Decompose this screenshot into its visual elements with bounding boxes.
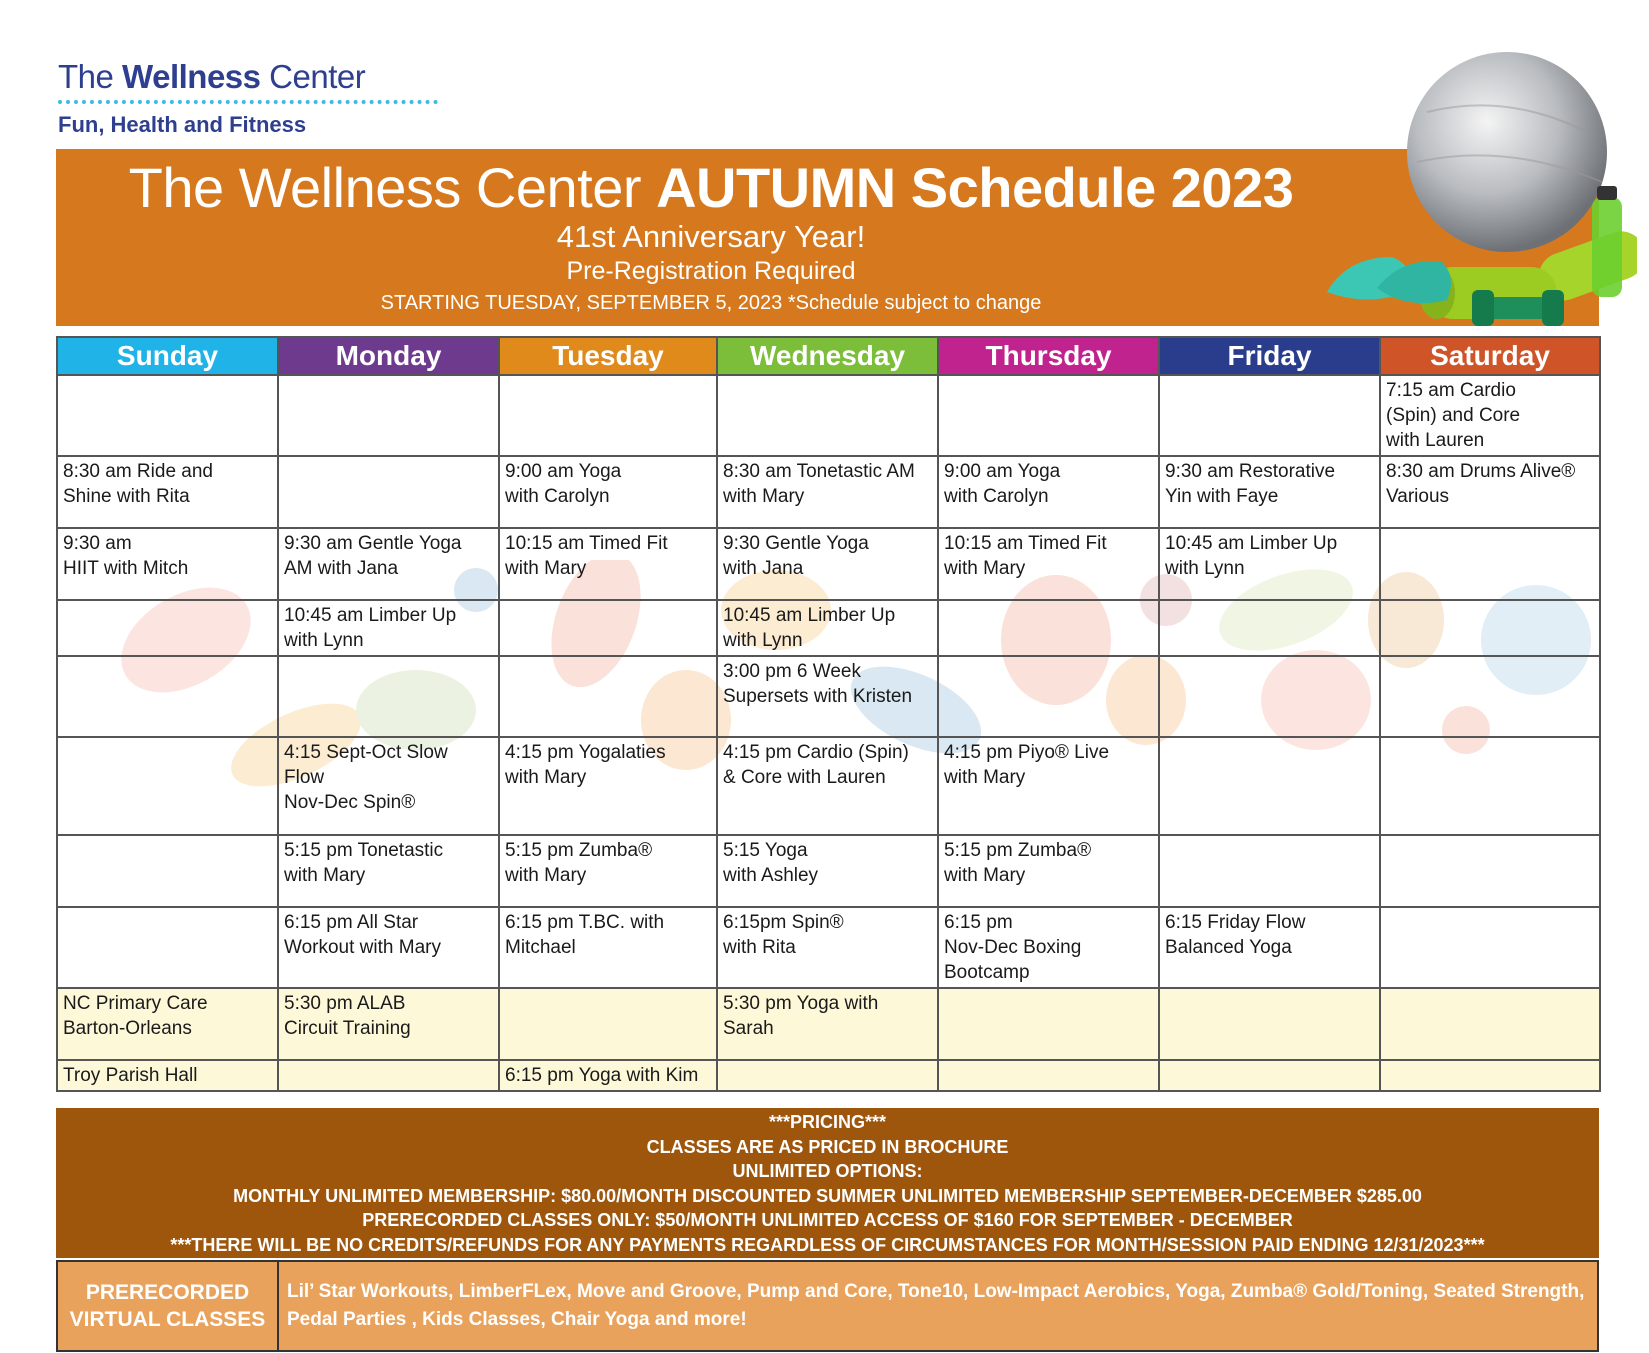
class-cell-sunday xyxy=(57,656,278,737)
schedule-row xyxy=(57,375,1600,456)
banner-title: The Wellness Center AUTUMN Schedule 2023 xyxy=(128,156,1294,219)
day-header-saturday: Saturday xyxy=(1380,337,1600,375)
logo-title: The Wellness Center xyxy=(58,58,366,95)
class-cell-friday: 9:30 am Restorative Yin with Faye xyxy=(1159,456,1380,528)
class-cell-saturday xyxy=(1380,656,1600,737)
pricing-section xyxy=(56,1108,1599,1258)
class-cell-monday xyxy=(278,656,499,737)
class-cell-sunday xyxy=(57,835,278,907)
day-header-thursday: Thursday xyxy=(938,337,1159,375)
schedule-row xyxy=(57,907,1600,988)
class-cell-sunday xyxy=(57,737,278,835)
day-header-wednesday: Wednesday xyxy=(717,337,938,375)
class-cell-thursday: 10:15 am Timed Fit with Mary xyxy=(938,528,1159,600)
class-cell-thursday: 9:00 am Yoga with Carolyn xyxy=(938,456,1159,528)
class-cell-wednesday: 3:00 pm 6 Week Supersets with Kristen xyxy=(717,656,938,737)
class-cell-tuesday: 9:00 am Yoga with Carolyn xyxy=(499,456,717,528)
class-cell-monday: 5:30 pm ALAB Circuit Training xyxy=(278,988,499,1060)
class-cell-friday xyxy=(1159,737,1380,835)
registration-note: Pre-Registration Required xyxy=(566,257,856,285)
day-header-friday: Friday xyxy=(1159,337,1380,375)
class-cell-wednesday xyxy=(717,375,938,456)
anniversary-subtitle: 41st Anniversary Year! xyxy=(556,219,866,254)
class-cell-monday xyxy=(278,375,499,456)
class-cell-tuesday: 5:15 pm Zumba® with Mary xyxy=(499,835,717,907)
virtual-classes-section xyxy=(56,1260,1599,1352)
class-cell-tuesday: 10:15 am Timed Fit with Mary xyxy=(499,528,717,600)
class-cell-wednesday: 5:30 pm Yoga with Sarah xyxy=(717,988,938,1060)
class-cell-thursday xyxy=(938,988,1159,1060)
schedule-row xyxy=(57,528,1600,600)
class-cell-saturday: 8:30 am Drums Alive® Various xyxy=(1380,456,1600,528)
class-cell-monday: 4:15 Sept-Oct Slow Flow Nov-Dec Spin® xyxy=(278,737,499,835)
class-cell-friday xyxy=(1159,988,1380,1060)
schedule-row xyxy=(57,456,1600,528)
class-cell-wednesday: 4:15 pm Cardio (Spin) & Core with Lauren xyxy=(717,737,938,835)
class-cell-friday xyxy=(1159,375,1380,456)
class-cell-saturday xyxy=(1380,600,1600,656)
class-cell-saturday xyxy=(1380,835,1600,907)
schedule-row xyxy=(57,600,1600,656)
pricing-line: UNLIMITED OPTIONS: xyxy=(732,1161,923,1181)
class-cell-tuesday xyxy=(499,600,717,656)
schedule-row xyxy=(57,988,1600,1060)
class-cell-thursday xyxy=(938,600,1159,656)
class-cell-thursday: 5:15 pm Zumba® with Mary xyxy=(938,835,1159,907)
day-header-monday: Monday xyxy=(278,337,499,375)
virtual-classes-label: PRERECORDED VIRTUAL CLASSES xyxy=(58,1262,279,1350)
class-cell-tuesday: 4:15 pm Yogalaties with Mary xyxy=(499,737,717,835)
schedule-row xyxy=(57,1060,1600,1091)
start-date-note: STARTING TUESDAY, SEPTEMBER 5, 2023 *Schedule subject to change xyxy=(380,292,1042,314)
class-cell-monday: 9:30 am Gentle Yoga AM with Jana xyxy=(278,528,499,600)
virtual-classes-list: Lil’ Star Workouts, LimberFLex, Move and Groove, Pump and Core, Tone10, Low-Impact Aerobics, Yoga, Zumba® Gold/Toning, Seated Strength, Pedal Parties , Kids Classes, Chair Yoga and more! xyxy=(287,1281,1585,1330)
class-cell-tuesday xyxy=(499,988,717,1060)
class-cell-thursday xyxy=(938,1060,1159,1091)
class-cell-wednesday: 6:15pm Spin® with Rita xyxy=(717,907,938,988)
class-cell-saturday xyxy=(1380,737,1600,835)
class-cell-saturday xyxy=(1380,1060,1600,1091)
class-cell-sunday: NC Primary Care Barton-Orleans xyxy=(57,988,278,1060)
day-header-sunday: Sunday xyxy=(57,337,278,375)
class-cell-sunday: 8:30 am Ride and Shine with Rita xyxy=(57,456,278,528)
class-cell-tuesday: 6:15 pm T.BC. with Mitchael xyxy=(499,907,717,988)
day-header-tuesday: Tuesday xyxy=(499,337,717,375)
class-cell-friday xyxy=(1159,600,1380,656)
schedule-row xyxy=(57,737,1600,835)
class-cell-monday xyxy=(278,456,499,528)
pricing-heading: ***PRICING*** xyxy=(768,1112,887,1132)
weekly-schedule-table xyxy=(56,336,1601,1092)
class-cell-thursday xyxy=(938,375,1159,456)
class-cell-sunday: Troy Parish Hall xyxy=(57,1060,278,1091)
schedule-row xyxy=(57,835,1600,907)
class-cell-wednesday: 10:45 am Limber Up with Lynn xyxy=(717,600,938,656)
logo xyxy=(58,58,438,138)
class-cell-sunday xyxy=(57,375,278,456)
schedule-row xyxy=(57,656,1600,737)
class-cell-thursday xyxy=(938,656,1159,737)
class-cell-tuesday xyxy=(499,375,717,456)
pricing-line: CLASSES ARE AS PRICED IN BROCHURE xyxy=(646,1136,1009,1157)
class-cell-saturday: 7:15 am Cardio (Spin) and Core with Lauren xyxy=(1380,375,1600,456)
class-cell-tuesday: 6:15 pm Yoga with Kim xyxy=(499,1060,717,1091)
class-cell-friday xyxy=(1159,656,1380,737)
class-cell-tuesday xyxy=(499,656,717,737)
class-cell-wednesday: 8:30 am Tonetastic AM with Mary xyxy=(717,456,938,528)
class-cell-saturday xyxy=(1380,528,1600,600)
class-cell-monday: 6:15 pm All Star Workout with Mary xyxy=(278,907,499,988)
class-cell-monday: 5:15 pm Tonetastic with Mary xyxy=(278,835,499,907)
pricing-line: MONTHLY UNLIMITED MEMBERSHIP: $80.00/MONTH DISCOUNTED SUMMER UNLIMITED MEMBERSHIP SEPTEMBER-DECEMBER $285.00 xyxy=(233,1185,1422,1206)
class-cell-monday: 10:45 am Limber Up with Lynn xyxy=(278,600,499,656)
class-cell-saturday xyxy=(1380,988,1600,1060)
pricing-line: PRERECORDED CLASSES ONLY: $50/MONTH UNLIMITED ACCESS OF $160 FOR SEPTEMBER - DECEMBER xyxy=(362,1210,1293,1230)
class-cell-sunday: 9:30 am HIIT with Mitch xyxy=(57,528,278,600)
class-cell-wednesday xyxy=(717,1060,938,1091)
pricing-line: ***THERE WILL BE NO CREDITS/REFUNDS FOR ANY PAYMENTS REGARDLESS OF CIRCUMSTANCES FOR MONTH/SESSION PAID ENDING 12/31/2023*** xyxy=(170,1234,1485,1255)
class-cell-sunday xyxy=(57,907,278,988)
class-cell-friday xyxy=(1159,1060,1380,1091)
class-cell-sunday xyxy=(57,600,278,656)
logo-dotted-divider xyxy=(58,100,438,104)
class-cell-friday: 6:15 Friday Flow Balanced Yoga xyxy=(1159,907,1380,988)
class-cell-wednesday: 9:30 Gentle Yoga with Jana xyxy=(717,528,938,600)
fitness-equipment-icon xyxy=(1307,52,1637,342)
class-cell-thursday: 6:15 pm Nov-Dec Boxing Bootcamp xyxy=(938,907,1159,988)
class-cell-friday xyxy=(1159,835,1380,907)
class-cell-thursday: 4:15 pm Piyo® Live with Mary xyxy=(938,737,1159,835)
class-cell-wednesday: 5:15 Yoga with Ashley xyxy=(717,835,938,907)
class-cell-friday: 10:45 am Limber Up with Lynn xyxy=(1159,528,1380,600)
class-cell-saturday xyxy=(1380,907,1600,988)
class-cell-monday xyxy=(278,1060,499,1091)
day-header-row xyxy=(57,337,1600,375)
logo-tagline: Fun, Health and Fitness xyxy=(58,112,307,137)
